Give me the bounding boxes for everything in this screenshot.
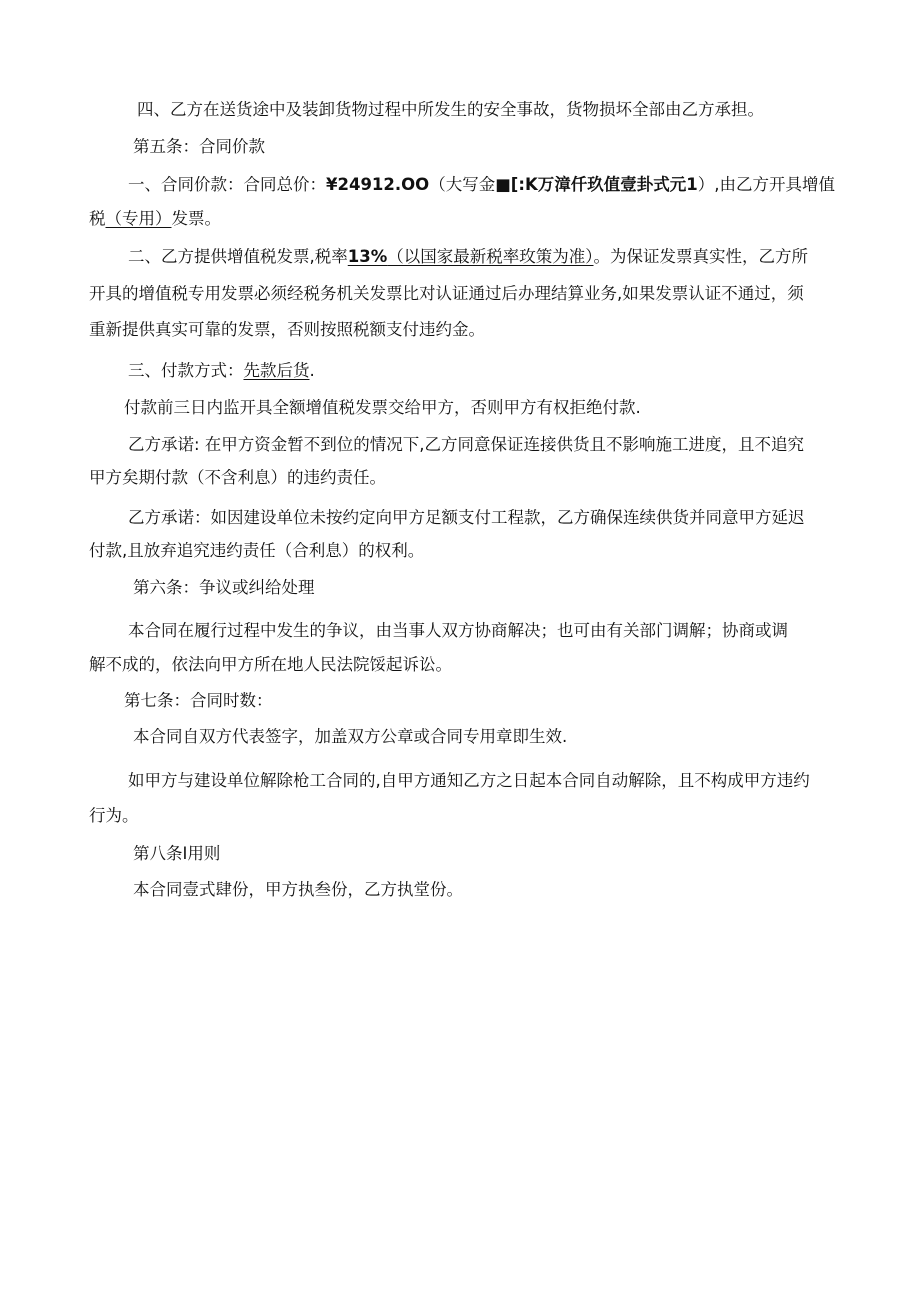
promise-1-line-1 (128, 434, 804, 456)
tax-note: （以国家最新税率玫策为准） (387, 247, 594, 266)
termination-line-1 (128, 770, 810, 792)
tax-line-2 (89, 283, 804, 305)
price-line-1-suffix: ）,由乙方开具增值 (697, 175, 835, 194)
promise-1-line-2 (89, 467, 386, 489)
price-line-1-prefix: 一、合同价款：合同总价： (128, 175, 326, 194)
article-8-heading (133, 843, 220, 865)
termination-line-1-text: 如甲方与建设单位解除枪工合同的,自甲方通知乙方之日起本合同自动解除，且不构成甲方违约 (128, 771, 810, 790)
payment-method: 先款后货 (243, 361, 310, 380)
termination-line-2 (89, 805, 139, 827)
payment-method-line (128, 360, 315, 382)
effect-line-text: 本合同自双方代表签字，加盖双方公章或合同专用章即生效. (133, 727, 568, 746)
price-line-2-suffix: 发票。 (171, 209, 221, 228)
article-8-heading-text: 第八条I用则 (133, 844, 221, 863)
promise-1-line-1-text: 乙方承诺: 在甲方资金暂不到位的情况下,乙方同意保证连接供货且不影响施工进度，且不追究 (128, 435, 805, 454)
payment-invoice-text: 付款前三日内监开具全额增值税发票交给甲方，否则甲方有权拒绝付款. (124, 398, 641, 417)
payment-end: . (309, 361, 315, 380)
article-5-heading (133, 136, 265, 158)
article-6-heading-text: 第六条：争议或纠给处理 (133, 578, 315, 597)
clause-4-item-4-text: 四、乙方在送货途中及装卸货物过程中所发生的安全事故，货物损坏全部由乙方承担。 (137, 100, 764, 119)
promise-2-line-2 (89, 540, 424, 562)
price-capital: ■[:K万漳仟玖值壹卦式元1 (495, 175, 698, 194)
article-7-heading-text: 第七条：合同时数： (124, 691, 273, 710)
tax-line-1-suffix: 。为保证发票真实性，乙方所 (593, 247, 808, 266)
dispute-line-1 (128, 620, 788, 642)
payment-invoice-line (124, 397, 641, 419)
tax-line-3-text: 重新提供真实可靠的发票，否则按照税额支付违约金。 (89, 320, 485, 339)
clause-4-item-4 (137, 99, 764, 121)
invoice-type: （专用） (105, 209, 172, 228)
promise-2-line-1 (128, 507, 805, 529)
dispute-line-1-text: 本合同在履行过程中发生的争议，由当事人双方协商解决；也可由有关部门调解；协商或调 (128, 621, 788, 640)
dispute-line-2-text: 解不成的，依法向甲方所在地人民法院馁起诉讼。 (89, 655, 452, 674)
tax-line-3 (89, 319, 485, 341)
copies-line (133, 879, 463, 901)
tax-line-1 (128, 246, 808, 268)
promise-1-line-2-text: 甲方矣期付款（不含利息）的违约责任。 (89, 468, 386, 487)
effect-line (133, 726, 567, 748)
article-7-heading (124, 690, 273, 712)
tax-rate: 13% (347, 247, 388, 266)
price-total: ¥24912.OO (326, 175, 430, 194)
price-line-1 (128, 174, 835, 196)
termination-line-2-text: 行为。 (89, 806, 139, 825)
promise-2-line-1-text: 乙方承诺：如因建设单位未按约定向甲方足额支付工程款，乙方确保连续供货并同意甲方延迟 (128, 508, 805, 527)
payment-label: 三、付款方式： (128, 361, 244, 380)
article-5-heading-text: 第五条：合同价款 (133, 137, 265, 156)
promise-2-line-2-text: 付款,且放弃追究违约责任（合利息）的权利。 (89, 541, 425, 560)
tax-line-1-prefix: 二、乙方提供增值税发票,税率 (128, 247, 348, 266)
copies-line-text: 本合同壹式肆份，甲方执叁份，乙方执堂份。 (133, 880, 463, 899)
price-line-2 (89, 208, 221, 230)
price-line-2-prefix: 税 (89, 209, 106, 228)
price-line-1-mid: （大写金 (429, 175, 496, 194)
dispute-line-2 (89, 654, 452, 676)
article-6-heading (133, 577, 315, 599)
tax-line-2-text: 开具的增值税专用发票必须经税务机关发票比对认证通过后办理结算业务,如果发票认证不通过，须 (89, 284, 804, 303)
